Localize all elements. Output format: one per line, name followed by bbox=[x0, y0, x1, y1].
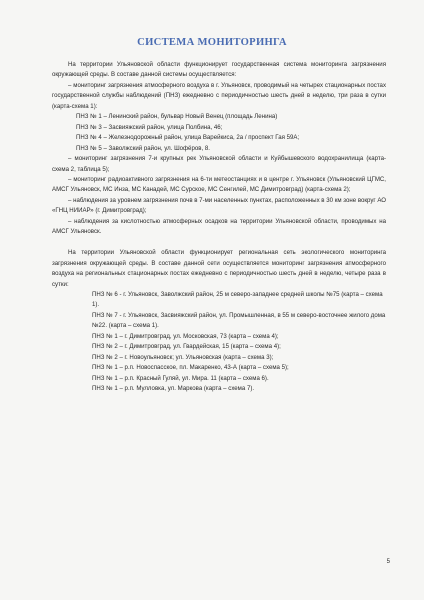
soil-monitoring-item: – наблюдения за уровнем загрязнения почв в 7-ми населенных пунктах, расположенных в 30 км зоне вокруг АО «ГНЦ НИИАР» (г. Димитровград); bbox=[52, 196, 386, 215]
page-number: 5 bbox=[386, 559, 390, 565]
post-item: ПНЗ № 3 – Засвияжский район, улица Полбина, 46; bbox=[76, 123, 223, 131]
regional-post-item: ПНЗ № 2 – г. Димитровград, ул. Гвардейская, 15 (карта – схема 4); bbox=[92, 343, 281, 351]
regional-post-item: ПНЗ № 1 – р.п. Мулловка, ул. Маркова (карта – схема 7). bbox=[92, 385, 255, 393]
post-item: ПНЗ № 1 – Ленинский район, бульвар Новый Венец (площадь Ленина) bbox=[76, 113, 278, 121]
regional-post-item: ПНЗ № 1 – г. Димитровград, ул. Московская, 73 (карта – схема 4); bbox=[92, 332, 279, 340]
regional-post-item: ПНЗ № 7 - г. Ульяновск, Засвияжский район, ул. Промышленная, в 55 м северо-восточнее жилого дома №22. (карта – схема 1). bbox=[92, 311, 386, 330]
section2-intro: На территории Ульяновской области функционирует региональная сеть экологического мониторинга загрязнения окружающей среды. В составе данной сети осуществляется мониторинг загрязнения атмосферного воздуха на региональных стационарных постах ежедневно с периодичностью шесть дней в неделю, четыре раза в сутки: bbox=[52, 249, 386, 288]
precipitation-monitoring-item: – наблюдения за кислотностью атмосферных осадков на территории Ульяновской области, проводимых на АМСГ Ульяновск. bbox=[52, 217, 386, 236]
regional-post-item: ПНЗ № 2 – г. Новоульяновск; ул. Ульяновская (карта – схема 3); bbox=[92, 353, 274, 361]
regional-post-item: ПНЗ № 6 - г. Ульяновск, Заволжский район, 25 м северо-западнее средней школы №75 (карта – схема 1). bbox=[92, 290, 383, 309]
section1-intro: На территории Ульяновской области функционирует государственная система мониторинга загрязнения окружающей среды. В составе данной системы осуществляется: bbox=[52, 61, 386, 79]
regional-post-item: ПНЗ № 1 – р.п. Красный Гуляй, ул. Мира. 11 (карта – схема 6). bbox=[92, 374, 269, 382]
air-monitoring-item: – мониторинг загрязнения атмосферного воздуха в г. Ульяновск, проводимый на четырех стационарных постах государственной службы наблюдений (ПНЗ) ежедневно с периодичностью шесть дней в неделю, три раза в сутки (карта-схема 1): bbox=[52, 81, 386, 110]
rivers-monitoring-item: – мониторинг загрязнения 7-и крупных рек Ульяновской области и Куйбышевского водохранилища (карта-схема 2, таблица 5); bbox=[52, 155, 386, 173]
radiation-monitoring-item: – мониторинг радиоактивного загрязнения на 6-ти метеостанциях и в центре г. Ульяновск (Ульяновский ЦГМС, АМСГ Ульяновск, МС Инза, МС Канадей, МС Сурское, МС Сенгилей, МС Димитровград) (карта-схема 2); bbox=[52, 175, 386, 194]
document-body bbox=[52, 60, 386, 394]
page-title: СИСТЕМА МОНИТОРИНГА bbox=[137, 37, 287, 48]
paragraph-gap bbox=[52, 238, 386, 248]
post-item: ПНЗ № 5 – Заволжский район, ул. Шофёров, 8. bbox=[76, 144, 210, 152]
post-item: ПНЗ № 4 – Железнодорожный район, улица Варейкиса, 2а / проспект Гая 59А; bbox=[76, 134, 300, 142]
regional-post-item: ПНЗ № 1 – р.п. Новоспасское, пл. Макаренко, 43-А (карта – схема 5); bbox=[92, 364, 289, 372]
